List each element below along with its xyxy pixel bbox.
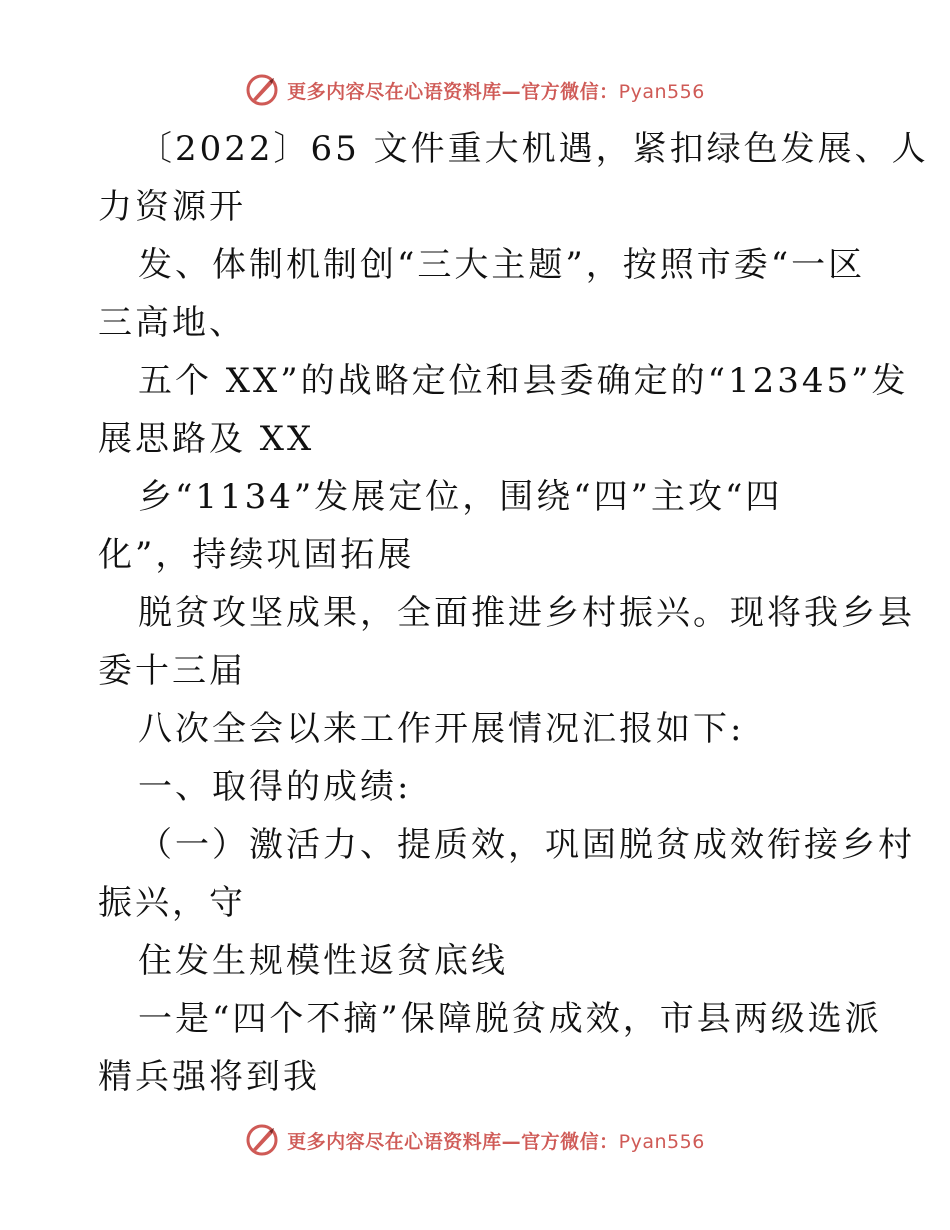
footer-banner-label: 更多内容尽在心语资料库—官方微信： <box>287 1130 619 1153</box>
quill-logo-icon <box>245 1123 279 1157</box>
text-line: （一）激活力、提质效，巩固脱贫成效衔接乡村 <box>138 825 915 865</box>
text-line: 乡“1134”发展定位，围绕“四”主攻“四 <box>138 477 783 517</box>
quill-logo-icon <box>245 73 279 107</box>
text-line: 振兴，守 <box>98 883 246 923</box>
text-line: 发、体制机制创“三大主题”，按照市委“一区 <box>138 245 866 285</box>
header-banner <box>0 70 950 110</box>
text-line: 住发生规模性返贫底线 <box>138 941 508 981</box>
footer-banner-text <box>287 1127 705 1154</box>
text-line: 八次全会以来工作开展情况汇报如下: <box>138 709 745 749</box>
text-line: 一、取得的成绩: <box>138 767 412 807</box>
text-line: 化”，持续巩固拓展 <box>98 535 415 575</box>
text-line: 五个 XX”的战略定位和县委确定的“12345”发 <box>138 361 909 401</box>
document-body <box>98 120 929 1106</box>
text-line: 一是“四个不摘”保障脱贫成效，市县两级选派 <box>138 999 882 1039</box>
text-line: 精兵强将到我 <box>98 1057 320 1097</box>
header-wechat-id: Pyan556 <box>618 80 705 103</box>
text-line: 委十三届 <box>98 651 246 691</box>
footer-wechat-id: Pyan556 <box>618 1130 705 1153</box>
header-banner-label: 更多内容尽在心语资料库—官方微信： <box>287 80 619 103</box>
text-line: 展思路及 XX <box>98 419 315 459</box>
text-line: 力资源开 <box>98 187 246 227</box>
text-line: 脱贫攻坚成果，全面推进乡村振兴。现将我乡县 <box>138 593 915 633</box>
text-line: 三高地、 <box>98 303 246 343</box>
footer-banner <box>0 1120 950 1160</box>
header-banner-text <box>287 77 705 104</box>
text-line: 〔2022〕65 文件重大机遇，紧扣绿色发展、人 <box>138 129 929 169</box>
